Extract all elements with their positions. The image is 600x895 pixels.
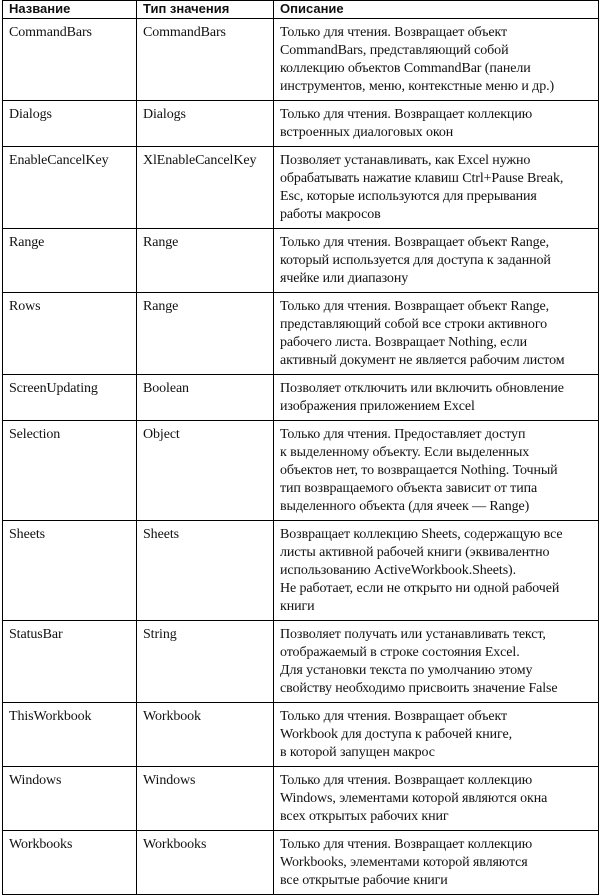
header-row [3, 1, 599, 19]
value-type-cell: Object [137, 421, 274, 521]
description-line: обрабатывать нажатие клавиш Ctrl+Pause Break, [280, 171, 564, 186]
table-row [3, 147, 599, 229]
description-line: коллекцию объектов CommandBar (панели [280, 61, 531, 76]
description-line: Не работает, если не открыто ни одной рабочей [280, 581, 560, 596]
description-line: листы активной рабочей книги (эквивалентно [280, 545, 550, 560]
properties-table [2, 0, 599, 895]
description-line: Только для чтения. Возвращает коллекцию [280, 773, 533, 788]
description-line: Windows, элементами которой являются окна [280, 791, 548, 806]
description-cell [274, 147, 599, 229]
value-type-cell: Range [137, 293, 274, 375]
property-name-cell: ScreenUpdating [3, 375, 137, 421]
description-cell [274, 767, 599, 831]
property-name-cell: Rows [3, 293, 137, 375]
table-row [3, 19, 599, 101]
value-type-cell: Windows [137, 767, 274, 831]
description-line: инструментов, меню, контекстные меню и др.) [280, 79, 555, 94]
table-row [3, 421, 599, 521]
description-line: Workbook для доступа к рабочей книге, [280, 727, 513, 742]
description-line: Позволяет отключить или включить обновление [280, 381, 564, 396]
description-line: Позволяет получать или устанавливать текст, [280, 627, 546, 642]
description-cell [274, 521, 599, 621]
description-line: встроенных диалоговых окон [280, 125, 454, 140]
header-name: Название [3, 1, 137, 19]
description-cell [274, 229, 599, 293]
property-name-cell: Dialogs [3, 101, 137, 147]
table-row [3, 375, 599, 421]
property-name-cell: ThisWorkbook [3, 703, 137, 767]
property-name-cell: Workbooks [3, 831, 137, 895]
table-row [3, 521, 599, 621]
property-name-cell: Range [3, 229, 137, 293]
description-line: CommandBars, представляющий собой [280, 43, 509, 58]
value-type-cell: Dialogs [137, 101, 274, 147]
description-cell [274, 375, 599, 421]
description-cell [274, 703, 599, 767]
description-line: всех открытых рабочих книг [280, 809, 449, 824]
value-type-cell: Sheets [137, 521, 274, 621]
property-name-cell: Selection [3, 421, 137, 521]
description-line: изображения приложением Excel [280, 399, 475, 414]
header-description: Описание [274, 1, 599, 19]
value-type-cell: Boolean [137, 375, 274, 421]
description-line: Workbooks, элементами которой являются [280, 855, 528, 870]
description-line: Только для чтения. Возвращает коллекцию [280, 837, 533, 852]
description-line: Позволяет устанавливать, как Excel нужно [280, 153, 531, 168]
description-cell [274, 421, 599, 521]
value-type-cell: CommandBars [137, 19, 274, 101]
description-line: Возвращает коллекцию Sheets, содержащую все [280, 527, 563, 542]
table-row [3, 293, 599, 375]
description-line: Только для чтения. Возвращает объект [280, 709, 508, 724]
description-line: все открытые рабочие книги [280, 873, 448, 888]
value-type-cell: Workbook [137, 703, 274, 767]
property-name-cell: EnableCancelKey [3, 147, 137, 229]
value-type-cell: XlEnableCancelKey [137, 147, 274, 229]
description-line: Только для чтения. Возвращает объект Range, [280, 299, 550, 314]
value-type-cell: Workbooks [137, 831, 274, 895]
property-name-cell: StatusBar [3, 621, 137, 703]
table-row [3, 101, 599, 147]
description-line: который используется для доступа к заданной [280, 253, 551, 268]
description-line: выделенного объекта (для ячеек — Range) [280, 499, 530, 514]
description-cell [274, 621, 599, 703]
description-line: в которой запущен макрос [280, 745, 435, 760]
table-header [3, 1, 599, 19]
description-line: отображаемый в строке состояния Excel. [280, 645, 520, 660]
table-body [3, 19, 599, 895]
description-line: Только для чтения. Возвращает объект Range, [280, 235, 550, 250]
description-line: Только для чтения. Возвращает объект [280, 25, 508, 40]
description-line: свойству необходимо присвоить значение False [280, 681, 558, 696]
description-cell [274, 19, 599, 101]
description-line: Только для чтения. Возвращает коллекцию [280, 107, 533, 122]
table-row [3, 703, 599, 767]
description-line: Для установки текста по умолчанию этому [280, 663, 533, 678]
description-line: книги [280, 599, 315, 614]
value-type-cell: Range [137, 229, 274, 293]
header-type: Тип значения [137, 1, 274, 19]
table-row [3, 621, 599, 703]
description-line: активный документ не является рабочим листом [280, 353, 565, 368]
description-line: рабочего листа. Возвращает Nothing, если [280, 335, 527, 350]
description-cell [274, 293, 599, 375]
description-line: Только для чтения. Предоставляет доступ [280, 427, 526, 442]
description-line: представляющий собой все строки активного [280, 317, 548, 332]
description-cell [274, 101, 599, 147]
description-cell [274, 831, 599, 895]
property-name-cell: Windows [3, 767, 137, 831]
table-row [3, 229, 599, 293]
description-line: использованию ActiveWorkbook.Sheets). [280, 563, 517, 578]
description-line: работы макросов [280, 207, 381, 222]
table-row [3, 767, 599, 831]
property-name-cell: CommandBars [3, 19, 137, 101]
description-line: тип возвращаемого объекта зависит от типа [280, 481, 538, 496]
description-line: Esc, которые используются для прерывания [280, 189, 537, 204]
description-line: объектов нет, то возвращается Nothing. Точный [280, 463, 558, 478]
table-row [3, 831, 599, 895]
description-line: к выделенному объекту. Если выделенных [280, 445, 530, 460]
value-type-cell: String [137, 621, 274, 703]
description-line: ячейке или диапазону [280, 271, 409, 286]
property-name-cell: Sheets [3, 521, 137, 621]
